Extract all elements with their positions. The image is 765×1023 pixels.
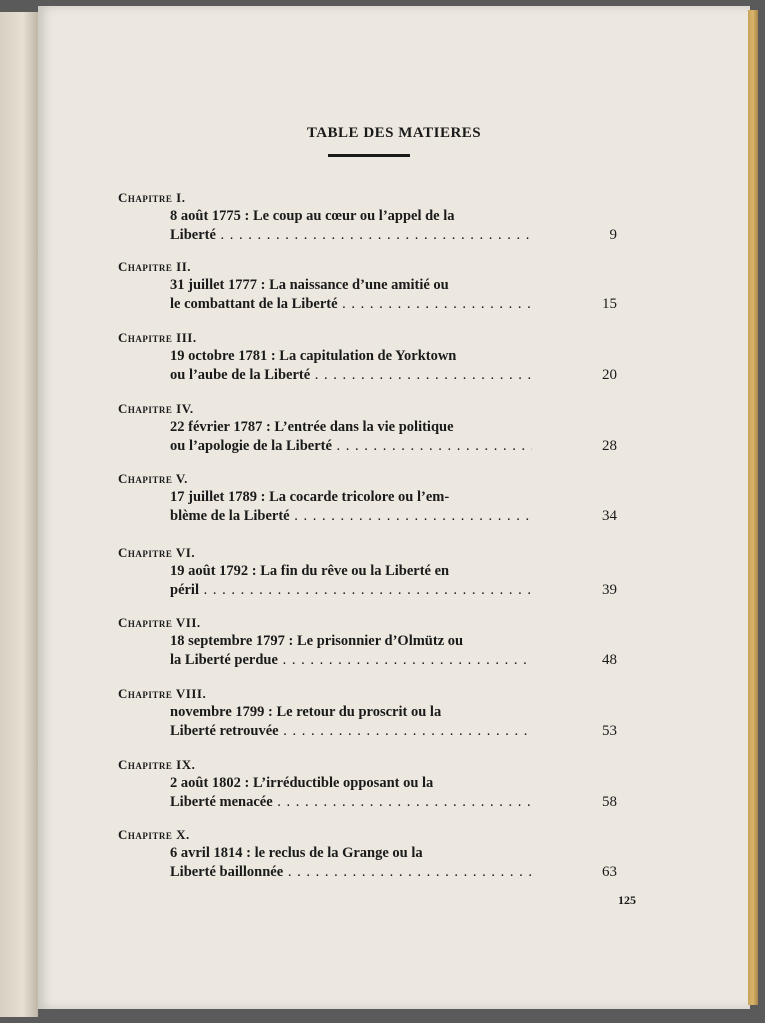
toc-chapter-8 <box>118 684 623 741</box>
chapter-label: Chapitre VII. <box>118 615 201 630</box>
page-number: 48 <box>602 652 617 668</box>
chapter-entry <box>170 703 617 741</box>
page-number: 28 <box>602 438 617 454</box>
entry-line: 19 août 1792 : La fin du rêve ou la Liberté en <box>170 563 450 579</box>
chapter-label: Chapitre III. <box>118 330 197 345</box>
toc-chapter-6 <box>118 543 623 600</box>
toc-chapter-1 <box>118 188 623 245</box>
chapter-label: Chapitre VI. <box>118 545 196 560</box>
page-number: 63 <box>602 864 617 880</box>
entry-line-leader: ou l’aube de la Liberté . . . <box>170 366 532 385</box>
chapter-entry <box>170 418 617 456</box>
chapter-label: Chapitre VIII. <box>118 686 207 701</box>
toc-chapter-7 <box>118 613 623 670</box>
chapter-entry <box>170 207 617 245</box>
entry-line: 8 août 1775 : Le coup au cœur ou l’appel de la <box>170 208 455 224</box>
entry-line-leader: Liberté baillonnée . . . <box>170 863 532 882</box>
toc-chapter-10 <box>118 825 623 882</box>
chapter-entry <box>170 774 617 812</box>
page-title: TABLE DES MATIERES <box>306 125 482 141</box>
toc-chapter-5 <box>118 469 623 526</box>
chapter-label: Chapitre V. <box>118 471 188 486</box>
entry-line-leader: Liberté . . . <box>170 226 532 245</box>
toc-chapter-4 <box>118 399 623 456</box>
chapter-entry <box>170 844 617 882</box>
toc-chapter-2 <box>118 257 623 314</box>
chapter-label: Chapitre IX. <box>118 757 196 772</box>
page-number: 53 <box>602 723 617 739</box>
chapter-entry <box>170 488 617 526</box>
entry-line: 17 juillet 1789 : La cocarde tricolore ou l’em- <box>170 489 450 505</box>
chapter-entry <box>170 632 617 670</box>
entry-line-leader: blème de la Liberté . . . <box>170 507 532 526</box>
entry-line: 31 juillet 1777 : La naissance d’une amitié ou <box>170 277 449 293</box>
folio: 125 <box>618 893 636 907</box>
entry-line: 2 août 1802 : L’irréductible opposant ou la <box>170 775 434 791</box>
page-number: 15 <box>602 296 617 312</box>
entry-line-leader: le combattant de la Liberté . . . <box>170 295 532 314</box>
entry-line-leader: péril . . . <box>170 581 532 600</box>
entry-line-leader: Liberté menacée . . . <box>170 793 532 812</box>
chapter-label: Chapitre IV. <box>118 401 194 416</box>
toc-chapter-3 <box>118 328 623 385</box>
page-number: 9 <box>609 227 617 243</box>
page-number: 20 <box>602 367 617 383</box>
chapter-entry <box>170 276 617 314</box>
entry-line: 6 avril 1814 : le reclus de la Grange ou la <box>170 845 423 861</box>
chapter-label: Chapitre X. <box>118 827 190 842</box>
entry-line: novembre 1799 : Le retour du proscrit ou la <box>170 704 442 720</box>
chapter-entry <box>170 562 617 600</box>
facing-page-edge <box>0 12 38 1017</box>
chapter-label: Chapitre II. <box>118 259 192 274</box>
entry-line: 18 septembre 1797 : Le prisonnier d’Olmütz ou <box>170 633 464 649</box>
page-number: 34 <box>602 508 617 524</box>
page-stack-edge <box>748 10 758 1005</box>
page-number: 39 <box>602 582 617 598</box>
entry-line: 22 février 1787 : L’entrée dans la vie politique <box>170 419 454 435</box>
page-number: 58 <box>602 794 617 810</box>
chapter-label: Chapitre I. <box>118 190 186 205</box>
toc-chapter-9 <box>118 755 623 812</box>
title-rule <box>328 154 410 157</box>
entry-line-leader: la Liberté perdue . . . <box>170 651 532 670</box>
chapter-entry <box>170 347 617 385</box>
entry-line-leader: ou l’apologie de la Liberté . . . <box>170 437 532 456</box>
entry-line: 19 octobre 1781 : La capitulation de Yorktown <box>170 348 457 364</box>
entry-line-leader: Liberté retrouvée . . . <box>170 722 532 741</box>
